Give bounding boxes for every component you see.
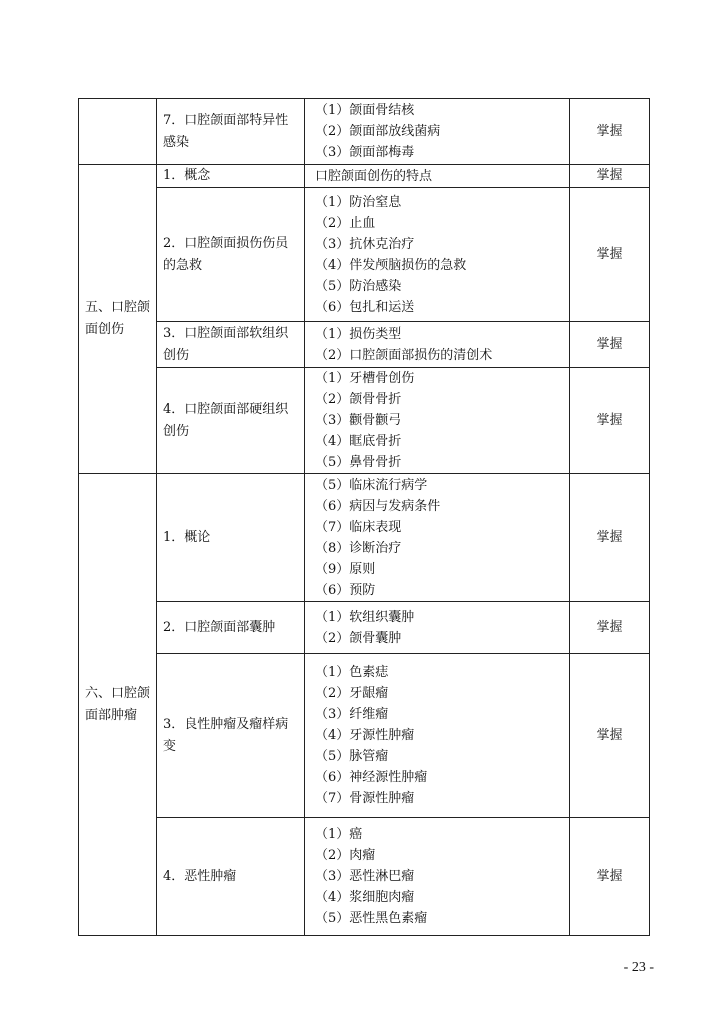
section-label: 1．概念 [163, 168, 211, 183]
level-cell: 掌握 [570, 474, 650, 602]
section-cell [157, 818, 305, 936]
topic-cell [79, 474, 157, 936]
content-item: （3）抗休克治疗 [315, 236, 415, 252]
section-label: 3．口腔颌面部软组织创伤 [163, 325, 289, 363]
content-item: （3）颧骨颧弓 [315, 413, 402, 428]
content-item: （5）恶性黑色素瘤 [315, 911, 428, 926]
content-item: （5）鼻骨骨折 [315, 455, 402, 470]
content-cell [305, 474, 570, 602]
content-item: （4）眶底骨折 [315, 434, 402, 449]
level-cell: 掌握 [570, 165, 650, 188]
section-cell [157, 188, 305, 322]
content-cell [305, 165, 570, 188]
page-number: - 23 - [623, 960, 654, 975]
section-label: 2．口腔颌面损伤伤员的急救 [163, 235, 289, 273]
content-cell [305, 654, 570, 818]
content-item: （7）临床表现 [315, 519, 402, 535]
content-item: （1）色素痣 [315, 665, 389, 680]
content-item: （7）骨源性肿瘤 [315, 791, 415, 806]
syllabus-table [78, 98, 650, 936]
content-item: （6）包扎和运送 [315, 299, 415, 315]
content-item: （3）纤维瘤 [315, 707, 389, 722]
content-item: （1）损伤类型 [315, 326, 402, 342]
section-cell [157, 165, 305, 188]
level-cell: 掌握 [570, 322, 650, 368]
content-item: （2）颌骨囊肿 [315, 630, 402, 646]
content-item: （4）牙源性肿瘤 [315, 728, 415, 743]
content-item: （6）预防 [315, 582, 376, 598]
content-item: （2）口腔颌面部损伤的清创术 [315, 347, 493, 363]
content-item: （9）原则 [315, 561, 376, 577]
section-cell [157, 602, 305, 654]
table-row [79, 474, 650, 602]
content-item: （6）病因与发病条件 [315, 498, 441, 514]
content-item: （8）诊断治疗 [315, 540, 402, 556]
content-item: （2）止血 [315, 215, 376, 231]
content-cell [305, 818, 570, 936]
content-item: （3）颌面部梅毒 [315, 145, 415, 160]
section-label: 4．恶性肿瘤 [163, 868, 237, 884]
level-cell: 掌握 [570, 368, 650, 474]
section-cell [157, 368, 305, 474]
table-row [79, 654, 650, 818]
section-cell [157, 474, 305, 602]
level-cell: 掌握 [570, 602, 650, 654]
section-cell [157, 654, 305, 818]
content-item: （2）肉瘤 [315, 848, 376, 863]
content-item: 口腔颌面创伤的特点 [315, 168, 433, 184]
content-item: （1）癌 [315, 827, 363, 842]
section-label: 1．概论 [163, 529, 211, 545]
table-row [79, 322, 650, 368]
content-cell [305, 322, 570, 368]
content-item: （5）临床流行病学 [315, 477, 428, 493]
content-cell [305, 99, 570, 165]
section-label: 7．口腔颌面部特异性感染 [163, 112, 289, 150]
content-item: （2）颌骨骨折 [315, 392, 402, 407]
table-row [79, 165, 650, 188]
content-item: （3）恶性淋巴瘤 [315, 869, 415, 884]
content-item: （5）脉管瘤 [315, 749, 389, 764]
content-item: （1）颌面骨结核 [315, 103, 415, 118]
content-item: （4）浆细胞肉瘤 [315, 890, 415, 905]
topic-label: 六、口腔颌面部肿瘤 [85, 685, 151, 723]
content-item: （1）牙槽骨创伤 [315, 371, 415, 386]
content-item: （4）伴发颅脑损伤的急救 [315, 257, 467, 273]
table-row [79, 99, 650, 165]
level-cell: 掌握 [570, 188, 650, 322]
level-cell: 掌握 [570, 818, 650, 936]
section-label: 4．口腔颌面部硬组织创伤 [163, 401, 289, 439]
content-item: （1）软组织囊肿 [315, 609, 415, 625]
content-item: （5）防治感染 [315, 278, 402, 294]
section-label: 3．良性肿瘤及瘤样病变 [163, 716, 289, 754]
table-row [79, 818, 650, 936]
content-item: （2）颌面部放线菌病 [315, 124, 441, 139]
content-item: （2）牙龈瘤 [315, 686, 389, 701]
topic-cell [79, 99, 157, 165]
section-cell [157, 322, 305, 368]
section-label: 2．口腔颌面部囊肿 [163, 619, 276, 635]
content-cell [305, 368, 570, 474]
level-cell: 掌握 [570, 99, 650, 165]
table-row [79, 188, 650, 322]
content-item: （6）神经源性肿瘤 [315, 770, 428, 785]
level-cell: 掌握 [570, 654, 650, 818]
content-cell [305, 602, 570, 654]
topic-cell [79, 165, 157, 474]
content-item: （1）防治窒息 [315, 194, 402, 210]
topic-label: 五、口腔颌面创伤 [85, 300, 151, 337]
content-cell [305, 188, 570, 322]
section-cell [157, 99, 305, 165]
table-row [79, 368, 650, 474]
table-row [79, 602, 650, 654]
